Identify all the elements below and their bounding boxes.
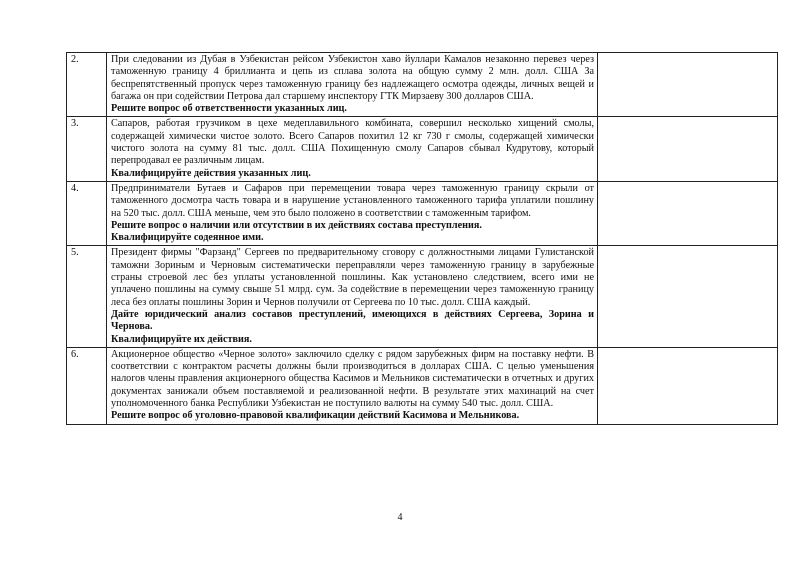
task-cell: [107, 53, 598, 117]
case-description: Предприниматели Бутаев и Сафаров при перемещении товара через таможенную границу скрыли от таможенного досмотра часть товара и в нарушение установленного таможенного тарифа уплатили пошлину на 520 тыс. долл. США меньше, чем это было положено в соответствии с таможенным тарифом.: [111, 182, 594, 219]
task-instruction: Дайте юридический анализ составов преступлений, имеющихся в действиях Сергеева, Зорина и Чернова.: [111, 308, 594, 333]
row-number: 5.: [67, 246, 107, 347]
task-instruction: Решите вопрос об ответственности указанных лиц.: [111, 103, 347, 115]
case-description: При следовании из Дубая в Узбекистан рейсом Узбекистон хаво йуллари Камалов незаконно перевез через таможенную границу 4 бриллианта и цепь из сплава золота на общую сумму 2 млн. долл. США За беспрепятственный пропуск через таможенную границу без надлежащего осмотра одежды, личных вещей и багажа он при содействии Петрова дал старшему инспектору ГТК Мирзаеву 300 долларов США.: [111, 54, 594, 102]
task-instruction: Квалифицируйте содеянное ими.: [111, 232, 264, 244]
answer-cell: [598, 117, 778, 181]
case-description: Президент фирмы "Фарзанд" Сергеев по предварительному сговору с должностными лицами Гулистанской таможни Зориным и Черновым систематически переправляли через таможенную границу в зарубежные страны строевой лес без уплаты установленной пошлины. Как установлено следствием, всего ими не уплачено пошлины на сумму свыше 51 млрд. сум. За содействие в перемещении через таможенную границу леса без оплаты пошлины Зорин и Чернов получили от Сергеева по 10 тыс. долл. США каждый.: [111, 247, 594, 308]
table-row: [67, 53, 778, 117]
table-row: [67, 117, 778, 181]
task-instruction: Квалифицируйте действия указанных лиц.: [111, 167, 311, 179]
row-number: 4.: [67, 181, 107, 245]
task-cell: [107, 347, 598, 424]
task-instruction: Решите вопрос об уголовно-правовой квалификации действий Касимова и Мельникова.: [111, 410, 520, 422]
row-number: 6.: [67, 347, 107, 424]
table-row: [67, 347, 778, 424]
page-number: 4: [397, 512, 403, 523]
answer-cell: [598, 347, 778, 424]
case-description: Акционерное общество «Черное золото» заключило сделку с рядом зарубежных фирм на поставку нефти. В соответствии с контрактом расчеты должны были производиться в долларах США. С целью уменьшения налогов члены правления акционерного общества Касимов и Мельников систематически в отчетных и других документах занижали объем поставляемой и реализованной нефти. В результате этих махинаций на счет уполномоченного банка Республики Узбекистан не поступило валюты на сумму 540 тыс. долл. США.: [111, 348, 594, 410]
table-row: [67, 246, 778, 347]
case-description: Сапаров, работая грузчиком в цехе медеплавильного комбината, совершил несколько хищений смолы, содержащей химически чистое золото. Всего Сапаров похитил 12 кг 730 г смолы, содержащей химически чистого золота на сумму 81 тыс. долл. США Похищенную смолу Сапаров сбывал Кудрутову, который перепродавал ее различным лицам.: [111, 118, 594, 167]
task-cell: [107, 181, 598, 245]
row-number: 2.: [67, 53, 107, 117]
task-instruction: Решите вопрос о наличии или отсутствии в их действиях состава преступления.: [111, 219, 482, 231]
answer-cell: [598, 53, 778, 117]
row-number: 3.: [67, 117, 107, 181]
task-instruction: Квалифицируйте их действия.: [111, 333, 252, 345]
table-row: [67, 181, 778, 245]
tasks-table: [66, 52, 778, 425]
task-cell: [107, 246, 598, 347]
answer-cell: [598, 246, 778, 347]
task-cell: [107, 117, 598, 181]
answer-cell: [598, 181, 778, 245]
